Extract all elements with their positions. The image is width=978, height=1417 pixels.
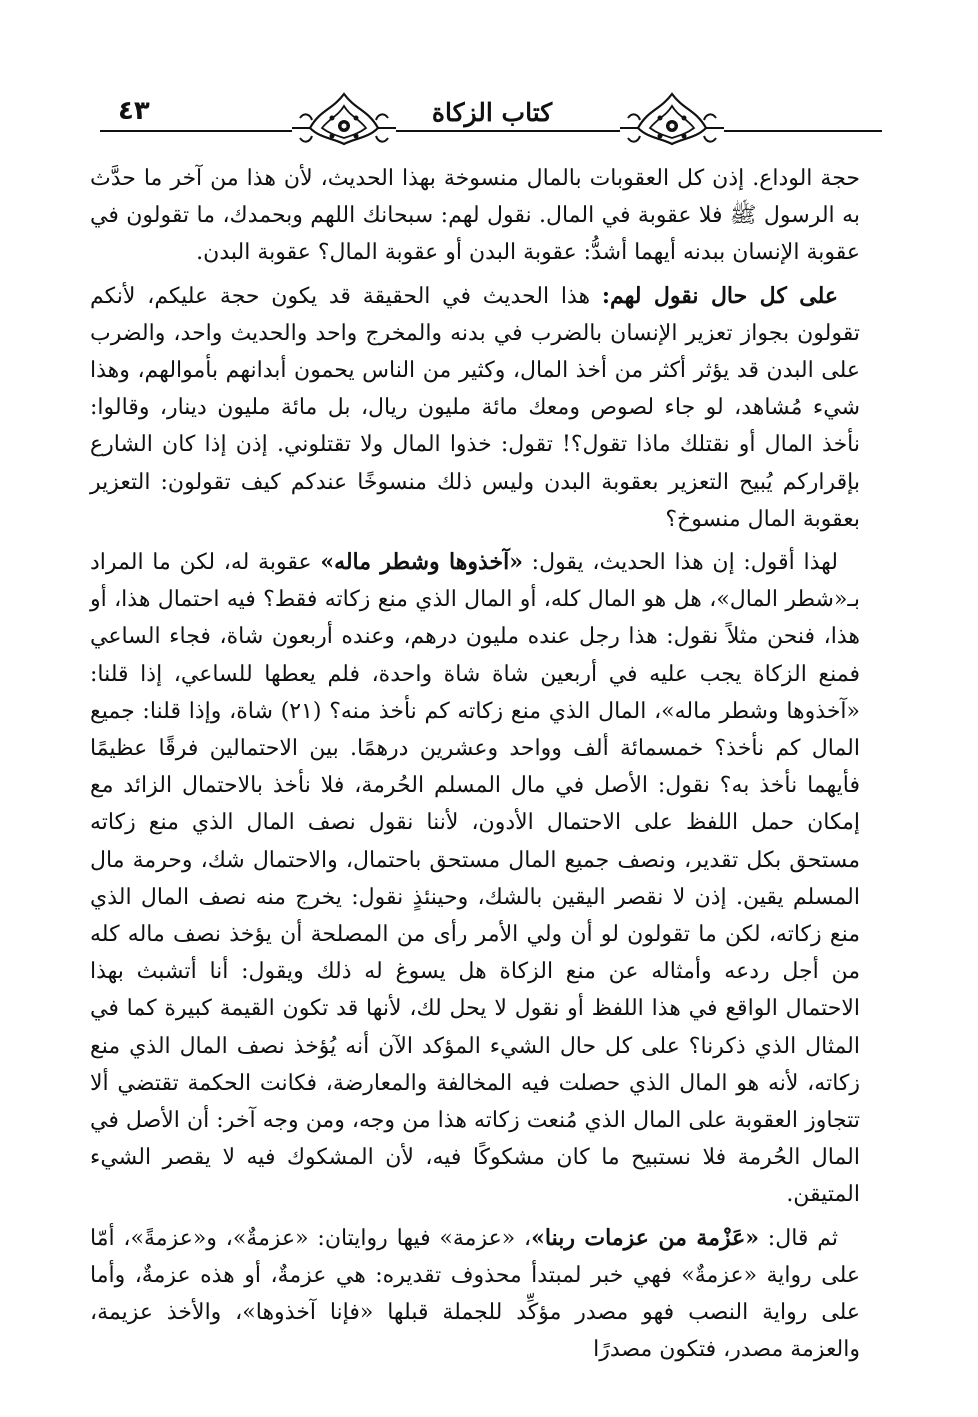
paragraph-text: ، «عزمة» فيها روايتان: «عزمةٌ»، و«عزمةً»، أمّا على رواية «عزمةٌ» فهي خبر لمبتدأ محذوف تقديره: هي عزمةٌ، أو هذه عزمةٌ، وأما على رواية النصب فهو مصدر مؤكِّد للجملة قبلها «فإنا آخذوها»، والأخذ عزيمة، والعزمة مصدر، فتكون مصدرًا xyxy=(90,1225,860,1363)
page-body xyxy=(90,160,860,1375)
paragraph-text: ثم قال: xyxy=(758,1225,838,1251)
paragraph xyxy=(90,160,860,272)
paragraph-text: حجة الوداع. إذن كل العقوبات بالمال منسوخة بهذا الحديث، لأن هذا من آخر ما حدَّث به الرسول ﷺ فلا عقوبة في المال. نقول لهم: سبحانك اللهم وبحمدك، ما تقولون في عقوبة الإنسان ببدنه أيهما أشدُّ: عقوبة البدن أو عقوبة المال؟ عقوبة البدن. xyxy=(90,166,860,266)
page-number: ٤٣ xyxy=(114,96,154,126)
paragraph xyxy=(90,278,860,538)
book-title: كتاب الزكاة xyxy=(404,98,580,128)
paragraph-text: عقوبة له، لكن ما المراد بـ«شطر المال»، هل هو المال كله، أو المال الذي منع زكاته فقط؟ فيه احتمال هذا، أو هذا، فنحن مثلاً نقول: هذا رجل عنده مليون درهم، وعنده أربعون شاة، فجاء الساعي فمنع الزكاة يجب عليه في أربعين شاة شاة واحدة، فلم يعطها للساعي، إذا قلنا: «آخذوها وشطر ماله»، المال الذي منع زكاته كم نأخذ منه؟ (٢١) شاة، وإذا قلنا: جميع المال كم نأخذ؟ خمسمائة ألف وواحد وعشرين درهمًا. بين الاحتمالين فرقًا عظيمًا فأيهما نأخذ به؟ نقول: الأصل في مال المسلم الحُرمة، فلا نأخذ بالاحتمال الزائد مع إمكان حمل اللفظ على الاحتمال الأدون، لأننا نقول نصف المال الذي منع زكاته مستحق بكل تقدير، ونصف جميع المال مستحق باحتمال، والاحتمال شك، وحرمة مال المسلم يقين. إذن لا نقصر اليقين بالشك، وحينئذٍ نقول: يخرج منه نصف المال الذي منع زكاته، لكن ما تقولون لو أن ولي الأمر رأى من المصلحة أن يؤخذ نصف ماله كله من أجل ردعه وأمثاله عن منع الزكاة هل يسوغ له ذلك ويقول: أنا أتشبث بهذا الاحتمال الواقع في هذا اللفظ أو نقول لا يحل لك، لأنها قد تكون القيمة كبيرة كما في المثال الذي ذكرنا؟ على كل حال الشيء المؤكد الآن أنه يُؤخذ نصف المال الذي منع زكاته، لأنه هو المال الذي حصلت فيه المخالفة والمعارضة، فكانت الحكمة تقتضي ألا تتجاوز العقوبة على المال الذي مُنعت زكاته هذا من وجه، ومن وجه آخر: أن الأصل في المال الحُرمة فلا نستبيح ما كان مشكوكًا فيه، لأن المشكوك فيه لا يقصر الشيء المتيقن. xyxy=(90,550,861,1208)
paragraph-lead: على كل حال نقول لهم: xyxy=(601,282,838,309)
paragraph-text: لهذا أقول: إن هذا الحديث، يقول: xyxy=(522,550,838,576)
arabesque-ornament-icon xyxy=(292,88,396,146)
hadith-quote: «آخذوها وشطر ماله» xyxy=(320,549,523,576)
paragraph xyxy=(90,1220,860,1369)
page-header xyxy=(100,88,882,148)
header-rule xyxy=(100,130,882,132)
hadith-quote: «عَزْمة من عزمات ربنا» xyxy=(531,1224,759,1251)
paragraph xyxy=(90,544,860,1214)
paragraph-text: هذا الحديث في الحقيقة قد يكون حجة عليكم، لأنكم تقولون بجواز تعزير الإنسان بالضرب في بدنه والمخرج واحد والحديث واحد، والضرب على البدن قد يؤثر أكثر من أخذ المال، وكثير من الناس يحمون أبدانهم بأموالهم، وهذا شيء مُشاهد، لو جاء لصوص ومعك مائة مليون ريال، بل مائة مليون دينار، وقالوا: نأخذ المال أو نقتلك ماذا تقول؟! تقول: خذوا المال ولا تقتلوني. إذن إذا كان الشارع بإقراركم يُبيح التعزير بعقوبة البدن وليس ذلك منسوخًا عندكم كيف تقولون: التعزير بعقوبة المال منسوخ؟ xyxy=(90,283,860,532)
arabesque-ornament-icon xyxy=(620,88,724,146)
